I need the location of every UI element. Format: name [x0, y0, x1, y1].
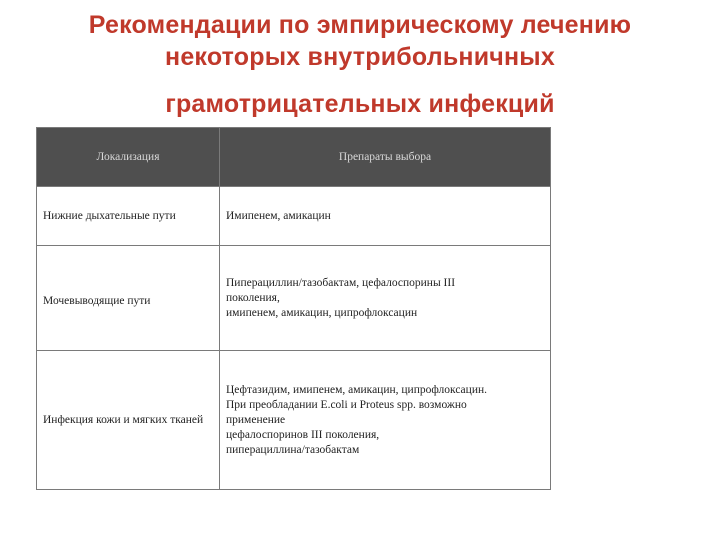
drugs-line: поколения,	[226, 291, 280, 304]
table-header-row	[37, 128, 551, 187]
drugs-line: Цефтазидим, имипенем, амикацин, ципрофлоксацин.	[226, 383, 488, 396]
drugs-cell	[220, 187, 551, 246]
recommendations-table	[36, 127, 551, 490]
table-row	[37, 351, 551, 490]
drugs-line: пиперациллина/тазобактам	[226, 443, 360, 456]
drugs-line: Пиперациллин/тазобактам, цефалоспорины III	[226, 276, 456, 289]
drugs-line: При преобладании E.coli и Proteus spp. возможно	[226, 398, 467, 411]
table-row	[37, 187, 551, 246]
location-cell: Инфекция кожи и мягких тканей	[37, 351, 220, 490]
drugs-line: цефалоспоринов III поколения,	[226, 428, 380, 441]
table-row	[37, 246, 551, 351]
drugs-line: применение	[226, 413, 286, 426]
header-location: Локализация	[37, 128, 220, 187]
location-cell: Нижние дыхательные пути	[37, 187, 220, 246]
drugs-line: Имипенем, амикацин	[226, 209, 331, 222]
location-cell: Мочевыводящие пути	[37, 246, 220, 351]
page-title-line-1: Рекомендации по эмпирическому лечению	[88, 11, 632, 39]
drugs-cell	[220, 246, 551, 351]
header-drugs: Препараты выбора	[220, 128, 551, 187]
drugs-cell	[220, 351, 551, 490]
page-title-line-3: грамотрицательных инфекций	[165, 90, 555, 118]
drugs-line: имипенем, амикацин, ципрофлоксацин	[226, 306, 418, 319]
page-title-line-2: некоторых внутрибольничных	[165, 43, 555, 71]
